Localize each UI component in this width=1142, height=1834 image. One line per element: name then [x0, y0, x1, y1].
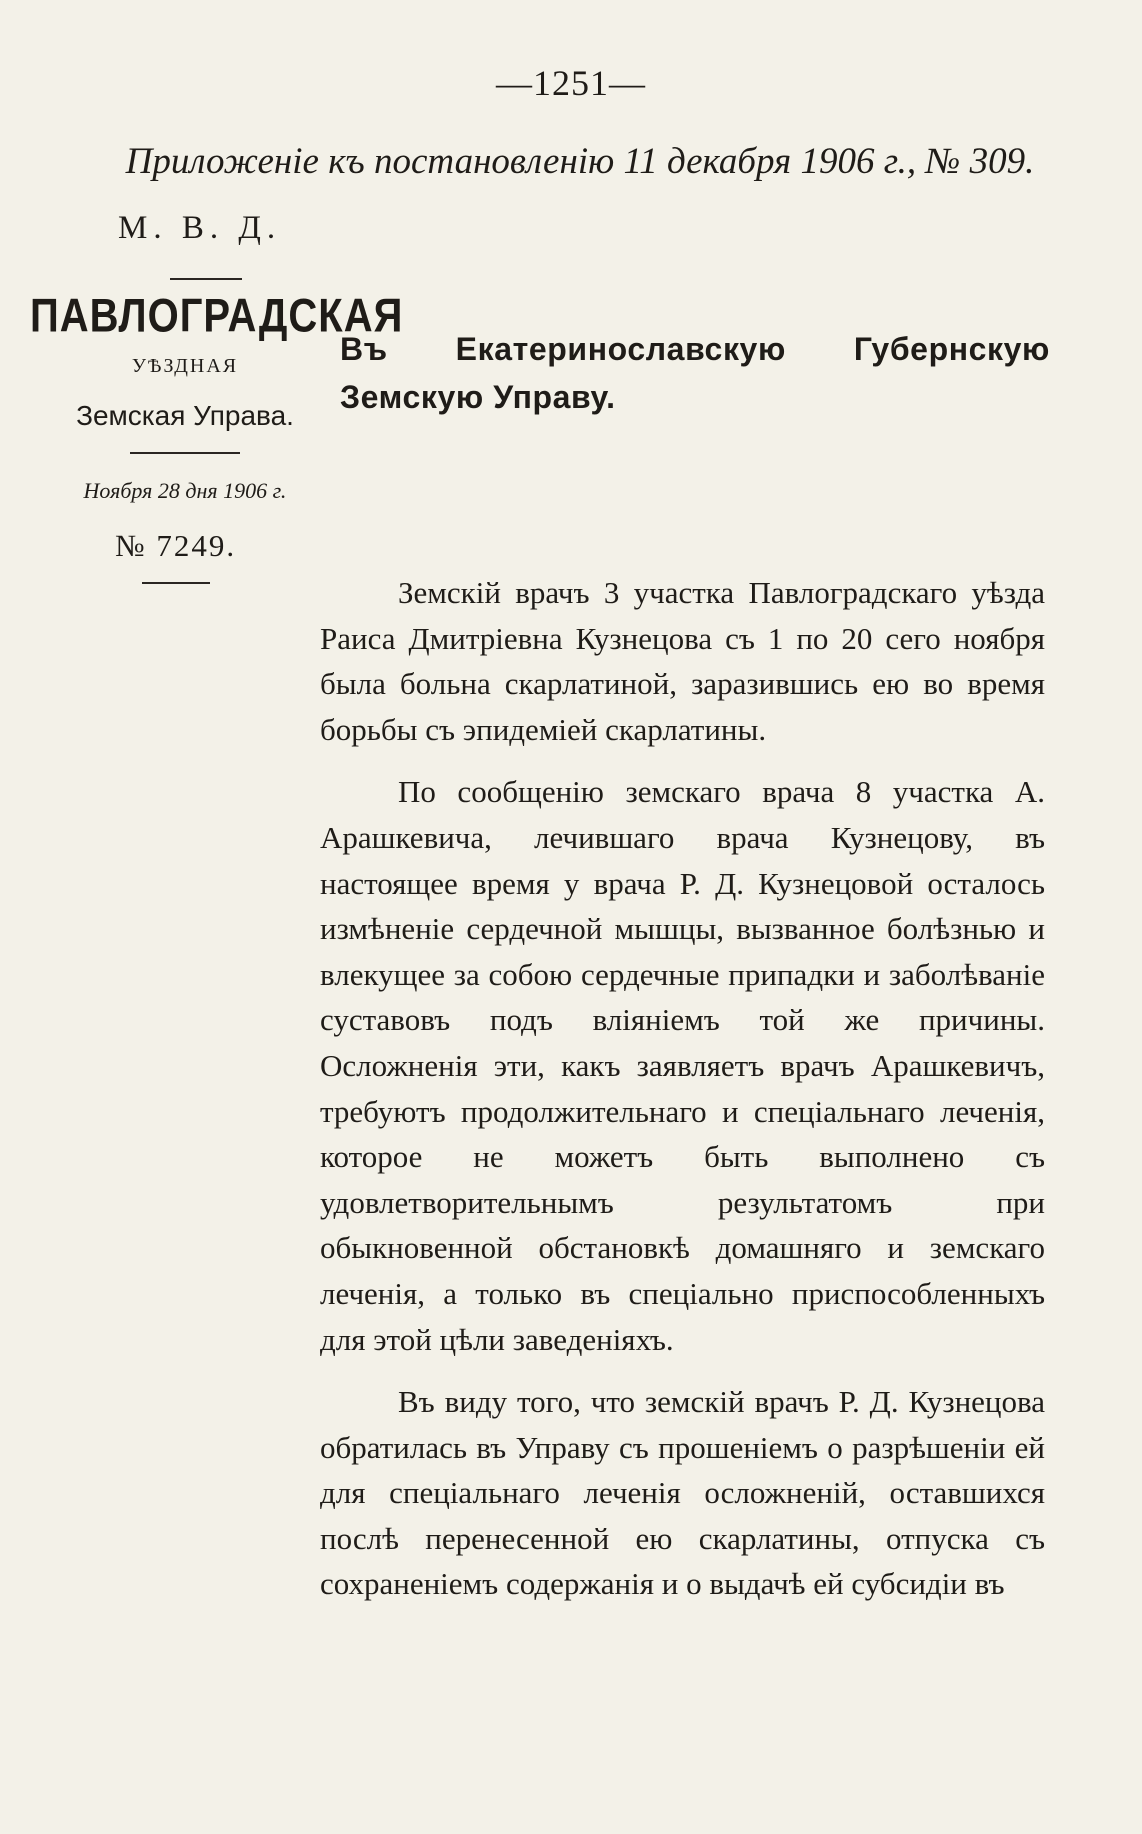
document-number: № 7249.	[115, 528, 237, 563]
appendix-title: Приложеніе къ постановленію 11 декабря 1906 г., № 309.	[125, 141, 1035, 182]
page-number: —1251—	[496, 63, 646, 103]
addressee: Въ Екатеринославскую Губернскую Земскую Управу.	[340, 331, 1050, 415]
paragraph: Земскій врачъ 3 участка Павлоградскаго уѣзда Раиса Дмитріевна Кузнецова съ 1 по 20 сего ноября была больна скарлатиной, заразившись ею во время борьбы съ эпидеміей скарлатины.	[320, 575, 1045, 747]
paragraph: По сообщенію земскаго врача 8 участка А. Арашкевича, лечившаго врача Кузнецову, въ настоящее время у врача Р. Д. Кузнецовой осталось измѣненіе сердечной мышцы, вызванное болѣзнью и влекущее за собою сердечные припадки и заболѣваніе суставовъ подъ вліяніемъ той же причины. Осложненія эти, какъ заявляетъ врачъ Арашкевичъ, требуютъ продолжительнаго и спеціальнаго леченія, которое не можетъ быть выполнено съ удовлетворительнымъ результатомъ при обыкновенной обстановкѣ домашняго и земскаго леченія, а только въ спеціально приспособленныхъ для этой цѣли заведеніяхъ.	[320, 774, 1045, 1357]
organization-name: ПАВЛОГРАДСКАЯ	[30, 290, 404, 342]
paragraph: Въ виду того, что земскій врачъ Р. Д. Кузнецова обратилась въ Управу съ прошеніемъ о разрѣшеніи ей для спеціальнаго леченія осложненій, оставшихся послѣ перенесенной ею скарлатины, отпуска съ сохраненіемъ содержанія и о выдачѣ ей субсидіи въ	[320, 1384, 1045, 1602]
organization-subtitle: УѢЗДНАЯ	[131, 355, 239, 377]
divider	[170, 278, 242, 280]
letter-body	[320, 570, 1045, 1624]
ministry-label: М. В. Д.	[118, 210, 282, 246]
council-name: Земская Управа.	[76, 400, 294, 431]
letter-date: Ноября 28 дня 1906 г.	[83, 478, 287, 503]
divider	[130, 452, 240, 454]
divider	[142, 582, 210, 584]
